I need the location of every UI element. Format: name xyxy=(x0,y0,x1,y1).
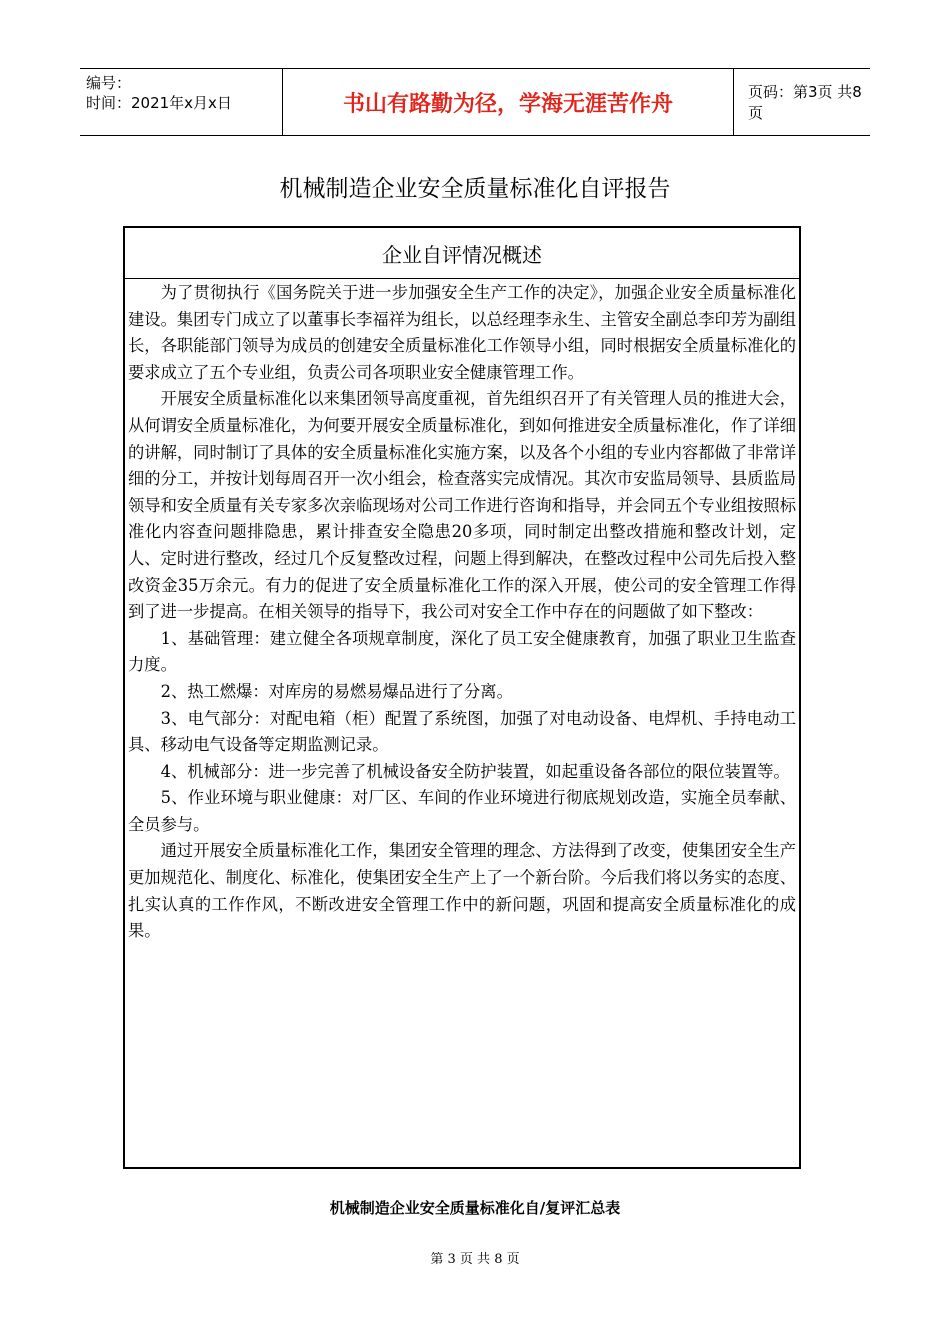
header-slogan: 书山有路勤为径，学海无涯苦作舟 xyxy=(282,69,734,135)
self-evaluation-box xyxy=(123,226,801,1169)
body-paragraph: 1、基础管理：建立健全各项规章制度，深化了员工安全健康教育，加强了职业卫生监查力度。 xyxy=(128,628,796,675)
body-paragraph: 为了贯彻执行《国务院关于进一步加强安全生产工作的决定》，加强企业安全质量标准化建设。集团专门成立了以董事长李福祥为组长，以总经理李永生、主管安全副总李印芳为副组长，各职能部门领导为成员的创建安全质量标准化工作领导小组，同时根据安全质量标准化的要求成立了五个专业组，负责公司各项职业安全健康管理工作。 xyxy=(128,283,796,382)
document-number-label: 编号： xyxy=(86,74,132,92)
document-title: 机械制造企业安全质量标准化自评报告 xyxy=(279,176,671,202)
page-number: 第 3 页 共 8 页 xyxy=(430,1252,520,1267)
header-meta xyxy=(86,73,286,113)
body-paragraph: 开展安全质量标准化以来集团领导高度重视，首先组织召开了有关管理人员的推进大会，从何谓安全质量标准化，为何要开展安全质量标准化，到如何推进安全质量标准化，作了详细的讲解，同时制订了具体的安全质量标准化实施方案，以及各个小组的专业内容都做了非常详细的分工，并按计划每周召开一次小组会，检查落实完成情况。其次市安监局领导、县质监局领导和安全质量有关专家多次亲临现场对公司工作进行咨询和指导，并会同五个专业组按照标准化内容查问题排隐患，累计排查安全隐患20多项，同时制定出整改措施和整改计划，定人、定时进行整改，经过几个反复整改过程，问题上得到解决，在整改过程中公司先后投入整改资金35万余元。有力的促进了安全质量标准化工作的深入开展，使公司的安全管理工作得到了进一步提高。在相关领导的指导下，我公司对安全工作中存在的问题做了如下整改： xyxy=(128,389,796,622)
section-body xyxy=(125,279,799,945)
body-paragraph: 4、机械部分：进一步完善了机械设备安全防护装置，如起重设备各部位的限位装置等。 xyxy=(160,761,790,781)
page-header xyxy=(80,68,870,136)
header-page-label: 页码：第3页 共8页 xyxy=(748,83,862,122)
body-paragraph: 3、电气部分：对配电箱（柜）配置了系统图，加强了对电动设备、电焊机、手持电动工具、移动电气设备等定期监测记录。 xyxy=(128,708,796,755)
body-paragraph: 通过开展安全质量标准化工作，集团安全管理的理念、方法得到了改变，使集团安全生产更加规范化、制度化、标准化，使集团安全生产上了一个新台阶。今后我们将以务实的态度、扎实认真的工作作风，不断改进安全管理工作中的新问题，巩固和提高安全质量标准化的成果。 xyxy=(128,841,796,941)
body-paragraph: 2、热工燃爆：对库房的易燃易爆品进行了分离。 xyxy=(160,681,513,701)
summary-table-title: 机械制造企业安全质量标准化自/复评汇总表 xyxy=(329,1199,621,1217)
document-time-label: 时间：2021年x月x日 xyxy=(86,94,232,112)
section-heading: 企业自评情况概述 xyxy=(125,228,799,279)
body-paragraph: 5、作业环境与职业健康：对厂区、车间的作业环境进行彻底规划改造，实施全员奉献、全员参与。 xyxy=(128,788,796,834)
